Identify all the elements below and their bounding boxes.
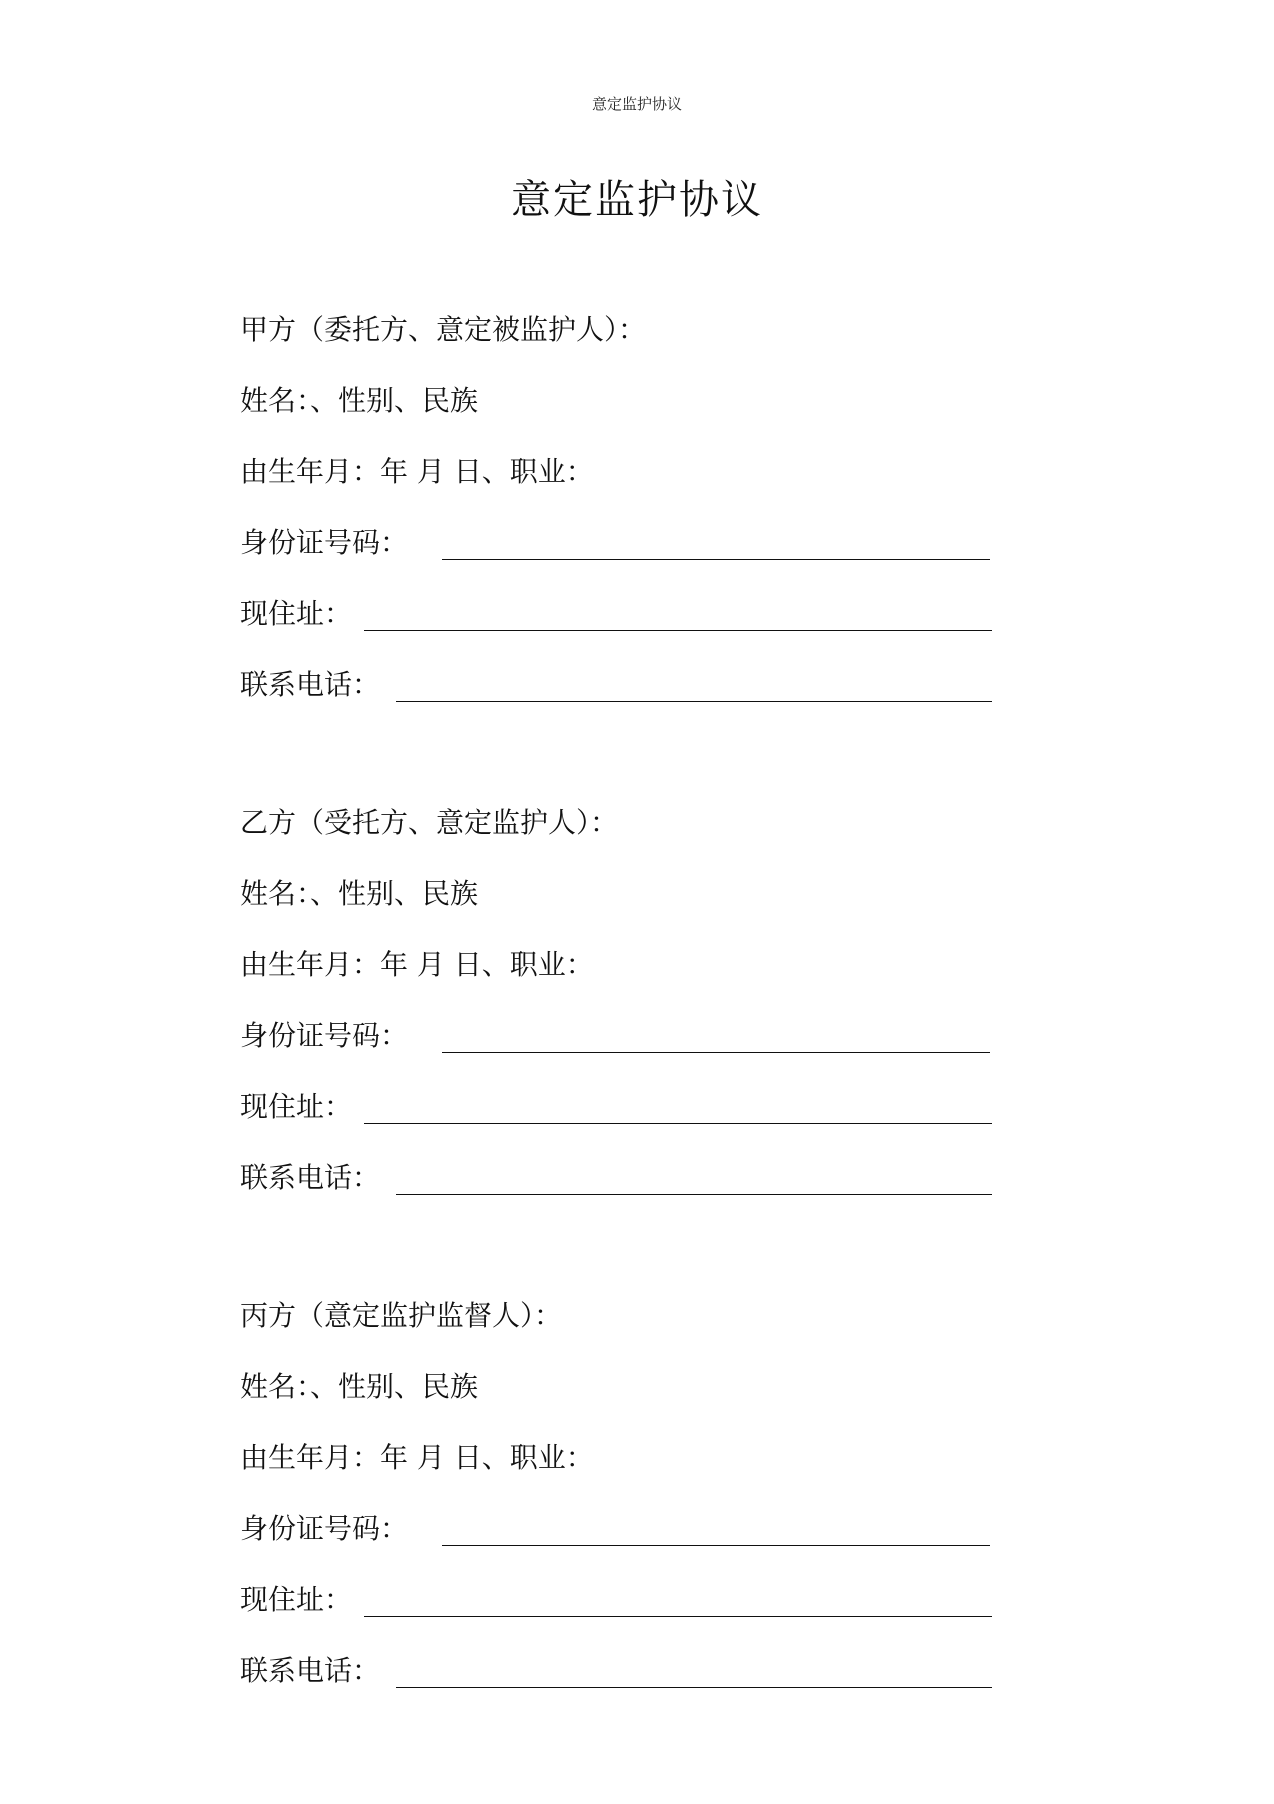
party-b-id-label: 身份证号码：	[240, 1019, 409, 1052]
party-b-name-label: 姓名：、性别、民族	[240, 877, 479, 910]
party-a-section	[240, 312, 1000, 738]
party-b-address-blank[interactable]	[364, 1123, 992, 1124]
party-b-address-line	[240, 1089, 1000, 1160]
party-b-address-label: 现住址：	[240, 1090, 353, 1123]
party-c-birth-line	[240, 1440, 1000, 1511]
party-c-id-blank[interactable]	[442, 1545, 990, 1546]
party-c-birth-label: 由生年月：年 月 日、职业：	[240, 1441, 594, 1474]
party-a-name-label: 姓名：、性别、民族	[240, 384, 479, 417]
party-c-section	[240, 1298, 1000, 1724]
party-b-birth-label: 由生年月：年 月 日、职业：	[240, 948, 594, 981]
party-b-name-line	[240, 876, 1000, 947]
party-b-id-line	[240, 1018, 1000, 1089]
party-a-phone-line	[240, 667, 1000, 738]
party-a-id-blank[interactable]	[442, 559, 990, 560]
party-a-address-label: 现住址：	[240, 597, 353, 630]
party-b-phone-label: 联系电话：	[240, 1161, 381, 1194]
party-a-heading-line	[240, 312, 1000, 383]
party-c-address-label: 现住址：	[240, 1583, 353, 1616]
party-b-phone-blank[interactable]	[396, 1194, 992, 1195]
party-b-heading-line	[240, 805, 1000, 876]
party-a-birth-label: 由生年月：年 月 日、职业：	[240, 455, 594, 488]
party-b-section	[240, 805, 1000, 1231]
party-c-heading-line	[240, 1298, 1000, 1369]
party-a-phone-label: 联系电话：	[240, 668, 381, 701]
party-c-address-line	[240, 1582, 1000, 1653]
party-b-heading: 乙方（受托方、意定监护人）：	[240, 806, 619, 839]
party-b-birth-line	[240, 947, 1000, 1018]
party-c-phone-blank[interactable]	[396, 1687, 992, 1688]
party-a-birth-line	[240, 454, 1000, 525]
party-a-heading: 甲方（委托方、意定被监护人）：	[240, 313, 647, 346]
party-c-phone-line	[240, 1653, 1000, 1724]
party-a-address-line	[240, 596, 1000, 667]
party-c-phone-label: 联系电话：	[240, 1654, 381, 1687]
party-c-id-line	[240, 1511, 1000, 1582]
party-c-address-blank[interactable]	[364, 1616, 992, 1617]
party-a-phone-blank[interactable]	[396, 701, 992, 702]
party-c-name-label: 姓名：、性别、民族	[240, 1370, 479, 1403]
party-c-id-label: 身份证号码：	[240, 1512, 409, 1545]
party-a-address-blank[interactable]	[364, 630, 992, 631]
party-a-id-line	[240, 525, 1000, 596]
party-a-name-line	[240, 383, 1000, 454]
party-c-name-line	[240, 1369, 1000, 1440]
party-c-heading: 丙方（意定监护监督人）：	[240, 1299, 563, 1332]
party-b-id-blank[interactable]	[442, 1052, 990, 1053]
party-a-id-label: 身份证号码：	[240, 526, 409, 559]
running-header: 意定监护协议	[591, 95, 682, 113]
party-b-phone-line	[240, 1160, 1000, 1231]
document-title: 意定监护协议	[511, 177, 763, 223]
